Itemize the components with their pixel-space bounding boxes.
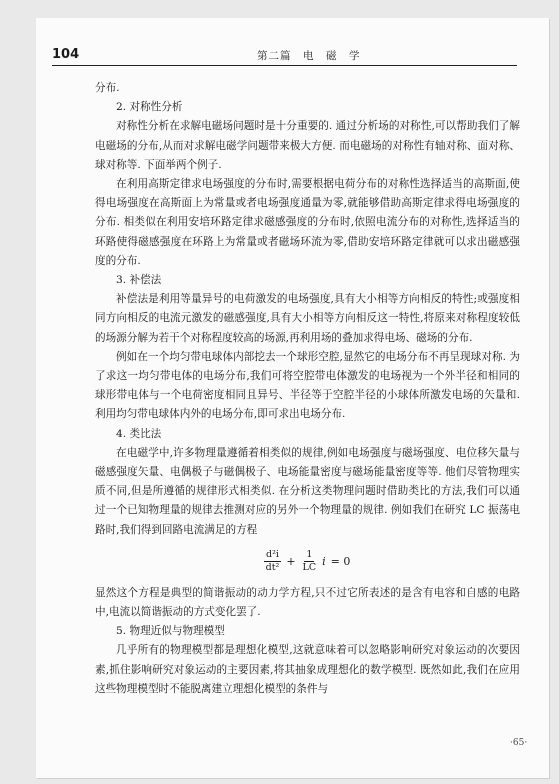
running-head: 第二篇 电 磁 学	[257, 50, 361, 62]
fraction-denominator: dt²	[265, 562, 280, 574]
paragraph: 对称性分析在求解电磁场问题时是十分重要的. 通过分析场的对称性,可以帮助我们了解电磁场的分布,从而对求解电磁学问题带来极大方便. 而电磁场的对称性有轴对称、面对称、球对称等. 下面举两个例子.	[95, 120, 520, 171]
equation-variable: i	[322, 555, 326, 569]
paragraph: 在利用高斯定律求电场强度的分布时,需要根据电荷分布的对称性选择适当的高斯面,使得电场强度在高斯面上为常量或者电场强度通量为零,就能够借助高斯定律求得电场强度的分布. 相类似在利用安培环路定律求磁感强度的分布时,依照电流分布的对称性,选择适当的环路使得磁感强度在环路上为常量或者磁场环流为零,借助安培环路定律就可以求出磁感强度的分布.	[95, 178, 520, 267]
equation-fraction-1	[264, 549, 282, 574]
equation-fraction-2	[301, 549, 319, 574]
page-body	[95, 79, 520, 699]
paragraph: 显然这个方程是典型的简谐振动的动力学方程,只不过它所表述的是含有电容和自感的电路中,电流以简谐振动的方式变化罢了.	[95, 586, 520, 619]
equation-equals: = 0	[330, 555, 351, 569]
paragraph: 几乎所有的物理模型都是理想化模型,这就意味着可以忽略影响研究对象运动的次要因素,抓住影响研究对象运动的主要因素,将其抽象成理想化的数学模型. 既然如此,我们在应用这些物理模型时不能脱离建立理想化模型的条件与	[95, 644, 520, 695]
lc-equation	[95, 540, 520, 584]
paragraph: 补偿法是利用等量异号的电荷激发的电场强度,具有大小相等方向相反的特性;或强度相同方向相反的电流元激发的磁感强度,具有大小相等方向相反这一特性,将原来对称程度较低的场源分解为若干个对称程度较高的场源,再利用场的叠加求得电场、磁场的分布.	[95, 293, 520, 344]
footer-mark: ·65·	[510, 738, 528, 748]
fraction-denominator: LC	[302, 562, 317, 574]
fraction-numerator: d²i	[266, 549, 279, 561]
fraction-numerator: 1	[306, 549, 313, 561]
section-heading: 4. 类比法	[116, 427, 162, 440]
section-heading: 5. 物理近似与物理模型	[116, 625, 225, 638]
page-header	[52, 47, 517, 66]
page-number: 104	[52, 47, 80, 62]
paragraph: 在电磁学中,许多物理量遵循着相类似的规律,例如电场强度与磁场强度、电位移矢量与磁感强度矢量、电偶极子与磁偶极子、电场能量密度与磁场能量密度等等. 他们尽管物理实质不同,但是所遵循的规律形式相类似. 在分析这类物理问题时借助类比的方法,我们可以通过一个已知物理量的规律去推测对应的另外一个物理量的规律. 例如我们在研究 LC 振荡电路时,我们得到回路电流满足的方程	[95, 446, 520, 536]
paragraph: 例如在一个均匀带电球体内部挖去一个球形空腔,显然它的电场分布不再呈现球对称. 为了求这一均匀带电体的电场分布,我们可将空腔带电体激发的电场视为一个外半径和相同的球形带电体与一个电荷密度相同且异号、半径等于空腔半径的小球体所激发电场的矢量和. 利用均匀带电球体内外的电场分布,即可求出电场分布.	[95, 350, 520, 421]
section-heading: 2. 对称性分析	[116, 101, 183, 114]
paragraph: 分布.	[95, 82, 120, 94]
section-heading: 3. 补偿法	[116, 274, 162, 287]
equation-plus: +	[286, 555, 296, 569]
